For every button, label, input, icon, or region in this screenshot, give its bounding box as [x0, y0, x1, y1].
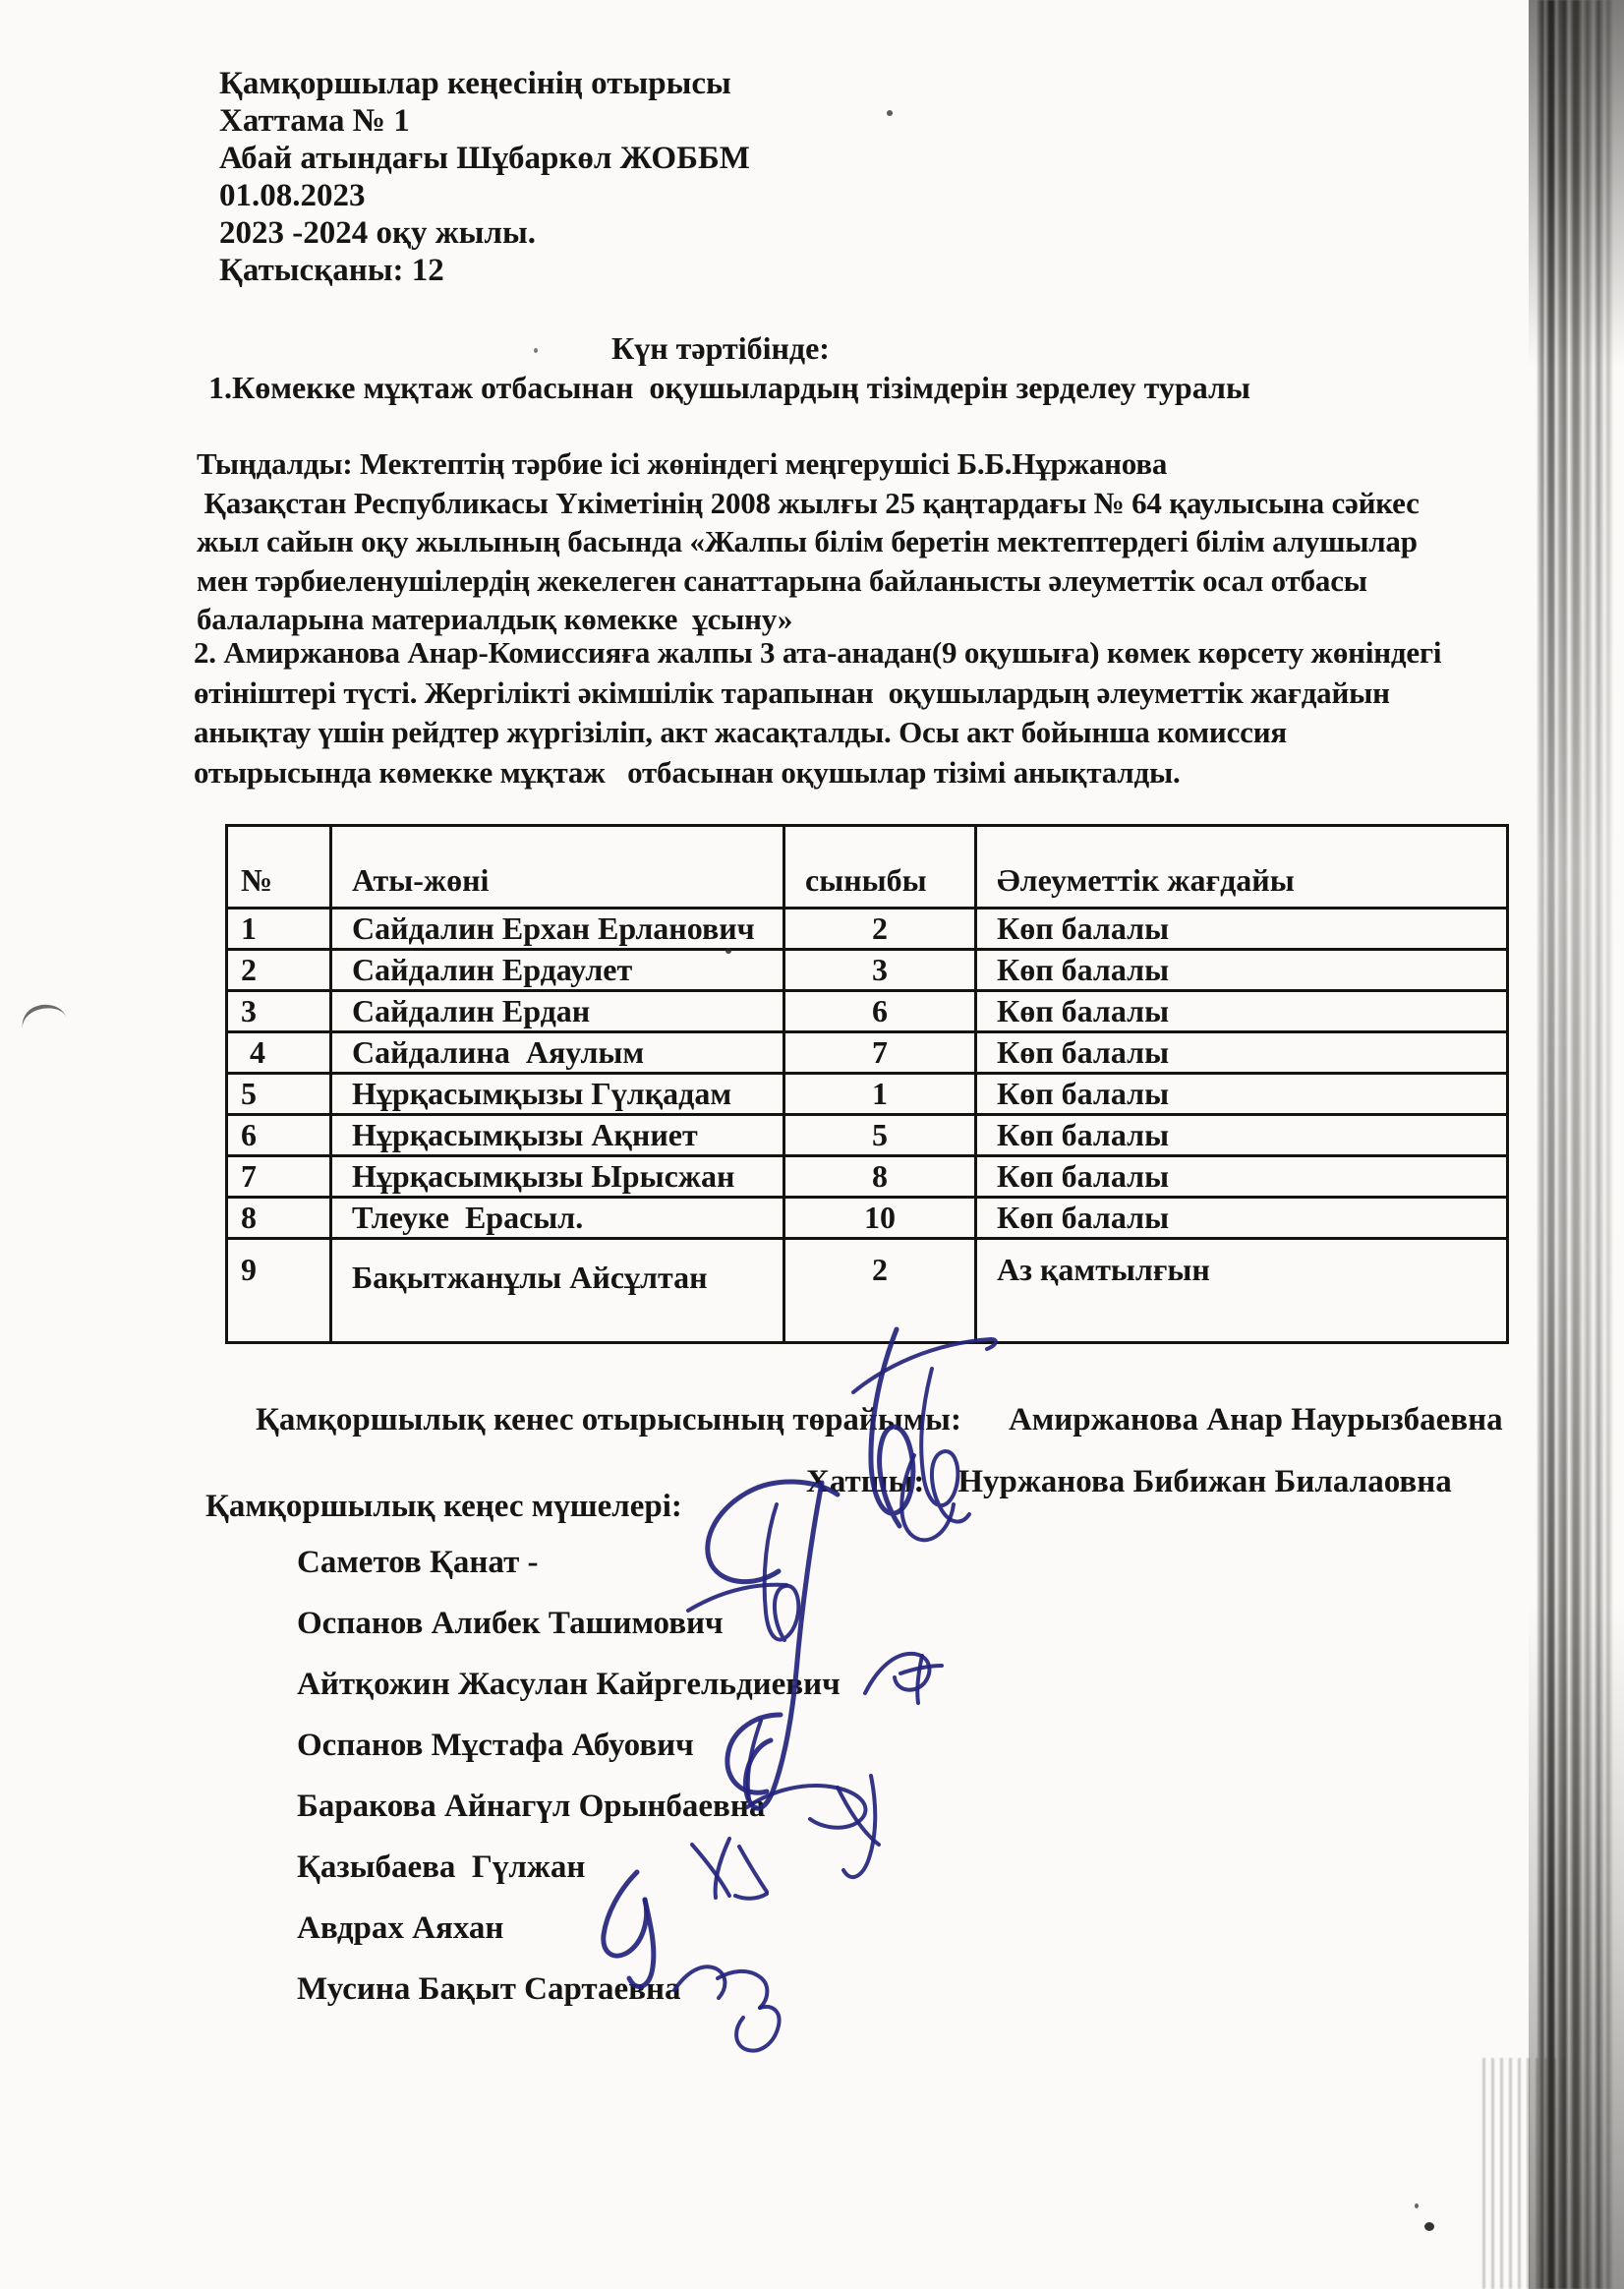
cell-grade: 6 — [784, 991, 976, 1032]
cell-status: Көп балалы — [976, 1156, 1508, 1198]
agenda-item-1: 1.Көмекке мұқтаж отбасынан оқушылардың тізімдерін зерделеу туралы — [208, 370, 1250, 405]
cell-grade: 2 — [784, 909, 976, 950]
secretary-name: Нуржанова Бибижан Билалаовна — [957, 1464, 1452, 1499]
table-row — [227, 1156, 1508, 1198]
cell-grade: 2 — [784, 1239, 976, 1343]
listened-line: балаларына материалдық көмекке ұсыну» — [197, 602, 793, 636]
pen-margin-mark — [18, 999, 67, 1032]
table-row — [227, 1198, 1508, 1239]
header-line-school-year: 2023 -2024 оқу жылы. — [219, 215, 536, 251]
cell-name: Сайдалин Ердаулет — [331, 950, 784, 991]
cell-status: Көп балалы — [976, 1074, 1508, 1115]
cell-grade: 3 — [784, 950, 976, 991]
member-item: Оспанов Мұстафа Абуович — [297, 1728, 694, 1763]
listened-paragraph — [197, 444, 1420, 639]
cell-name: Нұрқасымқызы Ақниет — [331, 1115, 784, 1156]
member-item: Баракова Айнагүл Орынбаевна — [297, 1789, 766, 1824]
students-table — [225, 824, 1509, 1344]
cell-status: Көп балалы — [976, 1198, 1508, 1239]
listened-line: мен тәрбиеленушілердің жекелеген санаттарына байланысты әлеуметтік осал отбасы — [197, 562, 1367, 598]
table-row — [227, 1074, 1508, 1115]
scan-speck — [887, 110, 893, 116]
member-item: Оспанов Алибек Ташимович — [297, 1606, 724, 1641]
cell-name: Бақытжанұлы Айсұлтан — [331, 1239, 784, 1343]
col-header-number: № — [227, 826, 331, 909]
table-row — [227, 1115, 1508, 1156]
cell-status: Аз қамтылғын — [976, 1239, 1508, 1343]
cell-name: Сайдалина Аяулым — [331, 1032, 784, 1074]
table-row — [227, 991, 1508, 1032]
secretary-line — [774, 1428, 1452, 1537]
cell-status: Көп балалы — [976, 1115, 1508, 1156]
col-header-status: Әлеуметтік жағдайы — [976, 826, 1508, 909]
table-row — [227, 1032, 1508, 1074]
resolution-line: өтініштері түсті. Жергілікті әкімшілік тарапынан оқушылардың әлеуметтік жағдайын — [194, 675, 1390, 710]
member-item: Қазыбаева Гүлжан — [297, 1849, 586, 1885]
resolution-line: анықтау үшін рейдтер жүргізіліп, акт жасақталды. Осы акт бойынша комиссия — [194, 715, 1287, 749]
cell-name: Сайдалин Ердан — [331, 991, 784, 1032]
header-line-protocol-no: Хаттама № 1 — [219, 103, 410, 139]
chairman-label: Қамқоршылық кенес отырысының төрайымы: — [256, 1402, 961, 1438]
photocopy-edge-band — [1529, 0, 1624, 2289]
cell-number: 9 — [227, 1239, 331, 1343]
header-line-title: Қамқоршылар кеңесінің отырысы — [219, 66, 731, 101]
cell-grade: 5 — [784, 1115, 976, 1156]
document-header — [219, 65, 750, 289]
listened-line: Қазақстан Республикасы Үкіметінің 2008 жылғы 25 қаңтардағы № 64 қаулысына сәйкес — [197, 485, 1420, 520]
member-item: Айтқожин Жасулан Кайргельдиевич — [297, 1667, 841, 1702]
scan-speck — [534, 348, 538, 353]
photocopy-edge-band-lower — [1482, 2058, 1567, 2289]
cell-status: Көп балалы — [976, 909, 1508, 950]
header-line-date: 01.08.2023 — [219, 178, 366, 213]
header-line-attendance: Қатысқаны: 12 — [219, 253, 444, 288]
signature-aitkozhin-ink — [865, 1654, 942, 1703]
scan-speck — [1424, 2222, 1434, 2231]
cell-number: 7 — [227, 1156, 331, 1198]
table-row — [227, 1239, 1508, 1343]
resolution-line: отырысында көмекке мұқтаж отбасынан оқушылар тізімі анықталды. — [194, 754, 1181, 790]
cell-number: 3 — [227, 991, 331, 1032]
member-item: Мусина Бақыт Сартаевна — [297, 1971, 681, 2007]
col-header-grade: сыныбы — [784, 826, 976, 909]
table-row — [227, 950, 1508, 991]
scan-speck — [725, 948, 731, 954]
agenda-heading: Күн тәртібінде: — [611, 330, 830, 366]
cell-number: 2 — [227, 950, 331, 991]
table-row — [227, 909, 1508, 950]
scan-speck — [1415, 2203, 1419, 2208]
cell-grade: 8 — [784, 1156, 976, 1198]
member-item: Авдрах Аяхан — [297, 1910, 504, 1946]
cell-grade: 1 — [784, 1074, 976, 1115]
members-list — [297, 1532, 841, 2020]
resolution-line: 2. Амиржанова Анар-Комиссияға жалпы 3 ата-анадан(9 оқушыға) көмек көрсету жөніндегі — [194, 635, 1442, 670]
cell-status: Көп балалы — [976, 991, 1508, 1032]
cell-name: Сайдалин Ерхан Ерланович — [331, 909, 784, 950]
cell-number: 1 — [227, 909, 331, 950]
cell-grade: 10 — [784, 1198, 976, 1239]
secretary-label: Хатшы: — [806, 1464, 925, 1499]
members-heading: Қамқоршылық кеңес мүшелері: — [205, 1489, 682, 1524]
cell-number: 8 — [227, 1198, 331, 1239]
chairman-name: Амиржанова Анар Наурызбаевна — [1008, 1402, 1503, 1438]
cell-number: 4 — [227, 1032, 331, 1074]
cell-status: Көп балалы — [976, 950, 1508, 991]
cell-number: 6 — [227, 1115, 331, 1156]
listened-line: жыл сайын оқу жылының басында «Жалпы білім беретін мектептердегі білім алушылар — [197, 524, 1418, 558]
resolution-paragraph — [194, 633, 1441, 792]
header-line-school: Абай атындағы Шұбаркөл ЖОББМ — [219, 141, 750, 176]
cell-status: Көп балалы — [976, 1032, 1508, 1074]
cell-name: Нұрқасымқызы Ырысжан — [331, 1156, 784, 1198]
cell-name: Нұрқасымқызы Гүлқадам — [331, 1074, 784, 1115]
cell-number: 5 — [227, 1074, 331, 1115]
col-header-name: Аты-жөні — [331, 826, 784, 909]
cell-name: Тлеуке Ерасыл. — [331, 1198, 784, 1239]
cell-grade: 7 — [784, 1032, 976, 1074]
member-item: Саметов Қанат - — [297, 1545, 539, 1580]
listened-line: Тыңдалды: Мектептің тәрбие ісі жөніндегі меңгерушісі Б.Б.Нұржанова — [197, 446, 1168, 481]
edge-band-tone — [1529, 0, 1624, 2289]
table-header-row — [227, 826, 1508, 909]
